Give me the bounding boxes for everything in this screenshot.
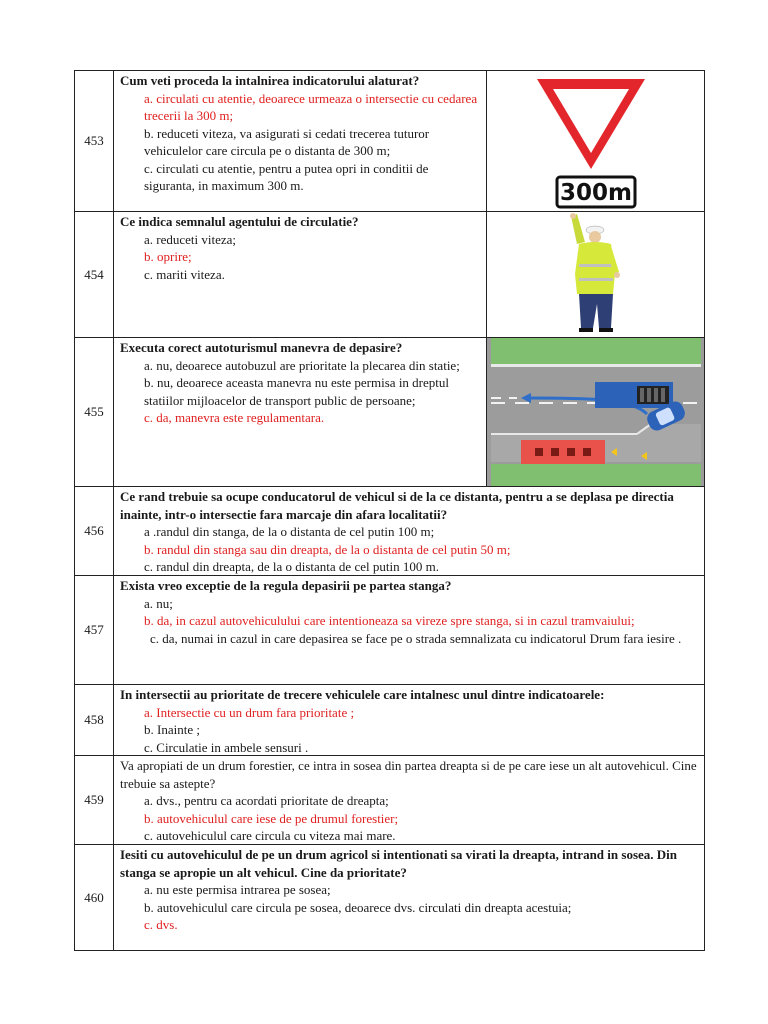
answer-a: a. nu este permisa intrarea pe sosea; <box>144 882 331 897</box>
question-content <box>114 487 704 575</box>
answer-b: b. reduceti viteza, va asigurati si cedati trecerea tuturor vehiculelor care circula pe o distanta de 300 m; <box>144 125 430 158</box>
question-content <box>114 71 486 211</box>
answer-c: c. circulati cu atentie, pentru a putea opri in conditii de siguranta, in maximum 300 m. <box>144 160 429 193</box>
answer-a: a. circulati cu atentie, deoarece urmeaza o intersectie cu cedarea trecerii la 300 m; <box>144 90 478 123</box>
answer-a: a. reduceti viteza; <box>144 231 237 247</box>
question-row-460 <box>74 844 705 951</box>
answer-b: b. oprire; <box>144 249 192 264</box>
bus-blue-icon <box>595 382 673 408</box>
question-text: Iesiti cu autovehiculul de pe un drum agricol si intentionati sa virati la dreapta, intrand in sosea. Din stanga se apropie un alt vehicul. Cine da prioritate? <box>120 847 678 880</box>
overtaking-scene-image <box>486 338 704 486</box>
answer-a: a. nu; <box>144 595 173 611</box>
question-number: 460 <box>75 845 114 950</box>
question-number: 456 <box>75 487 114 575</box>
question-number: 457 <box>75 576 114 684</box>
answer-c: c. autovehiculul care circula cu viteza mai mare. <box>144 828 396 843</box>
question-row-457 <box>74 575 705 684</box>
question-text: Ce rand trebuie sa ocupe conducatorul de vehicul si de la ce distanta, pentru a se deplasa pe directia inainte, intr-o intersectie fara marcaje din afara localitatii? <box>120 489 674 522</box>
question-text: Cum veti proceda la intalnirea indicatorului alaturat? <box>120 73 420 88</box>
question-content <box>114 845 704 950</box>
question-content <box>114 212 486 337</box>
question-text: Executa corect autoturismul manevra de depasire? <box>120 340 403 355</box>
distance-panel-text: 300m <box>560 180 632 206</box>
answer-a: a. nu, deoarece autobuzul are prioritate la plecarea din statie; <box>144 357 460 373</box>
answer-b: b. autovehiculul care circula pe sosea, deoarece dvs. circulati din dreapta acestuia; <box>144 899 572 915</box>
question-text: Ce indica semnalul agentului de circulatie? <box>120 214 359 229</box>
question-number: 458 <box>75 685 114 755</box>
question-row-454 <box>74 211 705 337</box>
question-number: 453 <box>75 71 114 211</box>
question-row-453 <box>74 70 705 211</box>
answer-c: c. dvs. <box>144 917 178 932</box>
question-content <box>114 685 704 755</box>
question-text: Exista vreo exceptie de la regula depasirii pe partea stanga? <box>120 578 452 593</box>
answer-c: c. randul din dreapta, de la o distanta de cel putin 100 m. <box>144 559 439 574</box>
question-number: 455 <box>75 338 114 486</box>
question-content <box>114 338 486 486</box>
question-text: Va apropiati de un drum forestier, ce intra in sosea din partea dreapta si de pe care iese un alt autovehicul. Cine trebuie sa astepte? <box>120 758 697 791</box>
answer-c: c. mariti viteza. <box>144 266 225 282</box>
question-row-456 <box>74 486 705 575</box>
answer-b: b. nu, deoarece aceasta manevra nu este permisa in dreptul statiilor mijloacelor de transport public de persoane; <box>144 375 449 408</box>
yield-sign-image <box>486 71 704 211</box>
answer-b: b. autovehiculul care iese de pe drumul forestier; <box>144 810 399 826</box>
answer-c: c. da, numai in cazul in care depasirea se face pe o strada semnalizata cu indicatorul Drum fara iesire . <box>150 630 682 646</box>
answer-a: a. Intersectie cu un drum fara prioritate ; <box>144 704 355 720</box>
traffic-officer-image <box>486 212 704 337</box>
question-content <box>114 756 704 844</box>
question-content <box>114 576 704 684</box>
question-text: In intersectii au prioritate de trecere vehiculele care intalnesc unul dintre indicatoarele: <box>120 687 605 702</box>
question-number: 459 <box>75 756 114 844</box>
answer-a: a .randul din stanga, de la o distanta de cel putin 100 m; <box>144 524 435 539</box>
answer-b: b. da, in cazul autovehiculului care intentioneaza sa vireze spre stanga, si in cazul tramvaiului; <box>144 613 635 628</box>
question-number: 454 <box>75 212 114 337</box>
question-row-459 <box>74 755 705 844</box>
answer-b: b. Inainte ; <box>144 722 200 737</box>
answer-a: a. dvs., pentru ca acordati prioritate de dreapta; <box>144 793 389 808</box>
question-row-458 <box>74 684 705 755</box>
answer-c: c. Circulatie in ambele sensuri . <box>144 739 309 755</box>
answer-b: b. randul din stanga sau din dreapta, de la o distanta de cel putin 50 m; <box>144 541 511 557</box>
question-row-455 <box>74 337 705 486</box>
answer-c: c. da, manevra este regulamentara. <box>144 410 325 425</box>
bus-red-icon <box>521 440 605 464</box>
